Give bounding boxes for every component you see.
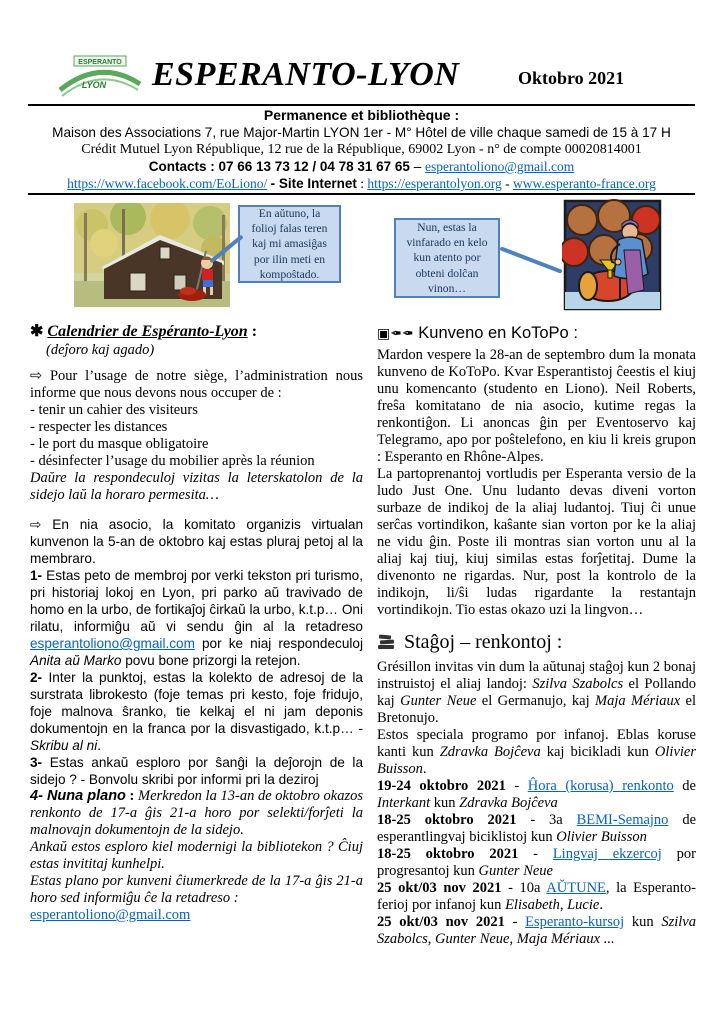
text-run: : [247, 323, 258, 340]
text-run: Inter la punktoj, estas la kolekto de adresoj de la surstrata librokesto (foje temas pri kesto, foje fridujo, foje malnova ŝranko, tie kelkaj el ni jam deponis dokumentojn en la franca por la disvastigado, k.t.p… - [30, 670, 363, 736]
text-run: - [505, 778, 528, 794]
text-run: Skribu al ni [30, 738, 98, 753]
gresillon-paragraph [377, 659, 696, 727]
text-run: , la Esperanto-ferioj por infanoj kun [377, 880, 696, 913]
text-run: de esperantlingvaj biciklistoj kun [377, 812, 696, 845]
text-run: Elisabeth [505, 897, 560, 913]
text-run: Zdravka Bojĉeva [439, 744, 541, 760]
autumn-cabin-photo [74, 203, 230, 307]
text-run: por ke niaj respondeculoj [194, 636, 363, 651]
meeting-plan: Estas plano por kunveni ĉiumerkrede de la 17-a ĝis 21-a horo sed informiĝu ĉe la retadreso : [30, 873, 363, 906]
text-run: – [409, 159, 425, 174]
request-3-paragraph [30, 754, 363, 788]
text-run: Szilva Szabolcs, Gunter Neue, Maja Mériaux ... [377, 914, 696, 947]
logo-text-lyon: LYON [81, 80, 107, 90]
text-run: Anita aŭ Marko [30, 653, 122, 668]
text-run: , [559, 897, 568, 913]
text-run: Calendrier de Espéranto-Lyon [47, 323, 248, 340]
text-run: - Site Internet [270, 176, 357, 191]
event-item [377, 880, 696, 914]
text-run: 1- [30, 568, 43, 583]
stagxoj-heading-label: Staĝoj – renkontoj : [404, 631, 563, 653]
text-link[interactable]: esperantoliono@gmail.com [424, 159, 575, 174]
bubble-pointer-right [499, 246, 562, 273]
text-link[interactable]: Lingvaj ekzercoj [552, 846, 662, 862]
kotopo-paragraph-2: La partoprenantoj vortludis per Esperanta versio de la ludo Just One. Unu ludanto devas diveni vorton surbaze de indikoj de la aliaj ludantoj. Tiuj ĉi unue serĉas vortindikon, kaŝante sian vorton por ke la aliaj ne vidu ĝin. Poste ili montras sian vorton unu al la aliaj kaj tiuj, kiuj similas estas forĵetitaj. Dume la divenonto ne rigardas. Nur, post la kontrolo de la indikojn, li/ŝi ludas rigardante la restantajn vortindikojn. Tio estas okazo uzi la lingvon… [377, 466, 696, 618]
text-run: . [97, 738, 102, 753]
text-run: Contacts : 07 66 13 73 12 / 04 78 31 67 65 [148, 159, 410, 174]
list-item: - respecter les distances [30, 419, 168, 435]
text-run: Gunter Neue [478, 863, 553, 879]
text-run: kaj bicikladi kun [540, 744, 655, 760]
text-link[interactable]: https://esperantolyon.org [367, 176, 502, 191]
links-line [28, 175, 695, 192]
text-run: de [673, 778, 696, 794]
text-run: - [518, 846, 553, 862]
text-run: Lucie [567, 897, 600, 913]
text-link[interactable]: esperantoliono@gmail.com [30, 636, 195, 651]
text-run: povu bone prizorgi la retejon. [121, 653, 301, 668]
text-run: : [356, 176, 368, 191]
event-item [377, 778, 696, 812]
speech-bubble-autumn: En aŭtuno, la folioj falas teren kaj mi amasiĝas por ilin meti en kompoŝtado. [238, 205, 341, 283]
esperanto-lyon-logo [56, 52, 144, 102]
contact-block [28, 107, 695, 192]
text-run: 25 okt/03 nov 2021 [377, 880, 502, 896]
text-run: Zdravka Bojĉeva [459, 795, 558, 811]
text-run: Grésillon invitas vin dum la aŭtunaj staĝoj kun 2 bonaj instruistoj el aliaj landoj: [377, 659, 696, 692]
text-run: : [125, 788, 139, 804]
stagxoj-heading [377, 629, 696, 655]
text-run: kun [624, 914, 662, 930]
request-4-paragraph [30, 788, 363, 839]
text-run: el Germanujo, kaj [476, 693, 596, 709]
issue-date: Oktobro 2021 [518, 68, 625, 88]
event-item [377, 812, 696, 846]
library-question: Ankaŭ estos esploro kiel modernigi la bibliotekon ? Ĉiuj estas invititaj kunhelpi. [30, 839, 363, 872]
text-link[interactable]: BEMI-Semajno [576, 812, 669, 828]
text-run: Estas ankaŭ esploro por ŝanĝi la deĵorojn de la sidejo ? - Bonvolu skribi por informi pri la deziroj [30, 755, 363, 787]
text-run: Interkant [377, 795, 431, 811]
list-item: - tenir un cahier des visiteurs [30, 402, 198, 418]
list-item: - désinfecter l’usage du mobilier après la réunion [30, 453, 315, 469]
event-item [377, 914, 696, 948]
text-run: Szilva Szabolcs [532, 676, 624, 692]
text-link[interactable]: www.esperanto-france.org [513, 176, 656, 191]
text-run: 18-25 oktobro 2021 [377, 846, 519, 862]
request-2-paragraph [30, 669, 363, 754]
text-run: 2- [30, 670, 43, 685]
request-1-paragraph [30, 567, 363, 669]
bank-line: Crédit Mutuel Lyon République, 12 rue de la République, 69002 Lyon - n° de compte 00020814001 [81, 142, 642, 157]
address-line: Maison des Associations 7, rue Major-Martin LYON 1er - M° Hôtel de ville chaque samedi de 15 à 17 H [52, 125, 671, 140]
calendar-heading [30, 322, 363, 341]
permanence-title: Permanence et bibliothèque : [263, 107, 460, 123]
text-link[interactable]: https://www.facebook.com/EoLiono/ [67, 176, 268, 191]
calendar-subtitle: (deĵoro kaj agado) [46, 342, 155, 358]
text-run: el Pollando kaj [377, 676, 696, 709]
text-run: 4- Nuna plano [30, 788, 126, 804]
body-columns [30, 322, 696, 948]
kotopo-heading [377, 322, 696, 345]
text-run: 25 okt/03 nov 2021 [377, 914, 505, 930]
committee-paragraph: ⇨ En nia asocio, la komitato organizis virtualan kunvenon la 5-an de oktobro kaj estas pluraj petoj al la membraro. [30, 517, 363, 566]
text-run: 3- [30, 755, 43, 770]
mailbox-note: Daŭre la respondeculoj vizitas la leterskatolon de la sidejo laŭ la horaro permesita… [30, 470, 363, 503]
text-run: 19-24 oktobro 2021 [377, 778, 506, 794]
text-run: - [504, 914, 526, 930]
email-line [30, 907, 363, 924]
list-item: - le port du masque obligatoire [30, 436, 209, 452]
text-link[interactable]: Esperanto-kursoj [525, 914, 625, 930]
email-link[interactable]: esperantoliono@gmail.com [30, 907, 191, 923]
text-run: Maja Mériaux [595, 693, 681, 709]
contact-divider [28, 193, 695, 195]
text-run: - [501, 176, 514, 191]
text-link[interactable]: Ĥora (korusa) renkonto [527, 778, 674, 794]
kotopo-paragraph-1: Mardon vespere la 28-an de septembro dum la monata kunveno de KoToPo. Kvar Esperantistoj ĉeestis el kiuj unu komencanto (studento en Liono). Neil Roberts, freŝa komitatano de nia asocio, kutime regas la renkontiĝon. Li anoncas ĝin per Eventoservo kaj Telegramo, apo por poŝtelefono, en kiu li kreis grupon : Esperanto en Rhône-Alpes. [377, 347, 696, 465]
text-run: . [599, 897, 603, 913]
text-run: Merkredon la 13-an de oktobro okazos renkonto de 17-a ĝis 21-a horo por selekti/forĵeti la malnovajn dokumentojn de la sidejo. [30, 788, 363, 838]
text-run: por progresantoj kun [377, 846, 696, 879]
left-column [30, 322, 363, 948]
text-run: ✱ [30, 323, 48, 340]
books-icon [377, 634, 396, 650]
event-item [377, 846, 696, 880]
text-run: . [422, 761, 427, 777]
square-icon: ▣ [377, 326, 391, 342]
header-divider [28, 104, 695, 106]
text-link[interactable]: AŬTUNE [546, 880, 606, 896]
text-run: - 3a [516, 812, 577, 828]
right-column [377, 322, 696, 948]
text-run: - 10a [501, 880, 547, 896]
logo-text-esperanto: ESPERANTO [78, 59, 122, 66]
rules-list [30, 402, 363, 470]
text-run: kun [430, 795, 460, 811]
speech-bubble-wine: Nun, estas la vinfarado en kelo kun atento por obteni dolĉan vinon… [394, 218, 500, 298]
pen-nibs-icon: ✒✒ [390, 326, 414, 342]
winemaking-cartoon [562, 198, 663, 313]
text-run: el Bretonujo. [377, 693, 696, 726]
contacts-line [28, 158, 695, 175]
children-program-paragraph [377, 727, 696, 778]
usage-intro-paragraph: ⇨ Pour l’usage de notre siège, l’administration nous informe que nous devons nous occuper de : [30, 368, 363, 401]
kotopo-heading-label: Kunveno en KoToPo : [413, 324, 578, 342]
text-run: Estos speciala programo por infanoj. Eblas koruse kanti kun [377, 727, 696, 760]
text-run: Olivier Buisson [377, 744, 696, 777]
text-run: Gunter Neue [400, 693, 477, 709]
text-run: 18-25 oktobro 2021 [377, 812, 517, 828]
page-title: ESPERANTO-LYON [152, 56, 460, 93]
text-run: Olivier Buisson [556, 829, 647, 845]
text-run: Estas peto de membroj por verki tekston pri turismo, pri historiaj lokoj en Lyon, pri parko aŭ travivado de homo en la urbo, de fortikaĵoj ĉirkaŭ la urbo, k.t.p… Oni rilatu, informiĝu aŭ vi sendu ĝin al la retadreso [30, 568, 363, 634]
